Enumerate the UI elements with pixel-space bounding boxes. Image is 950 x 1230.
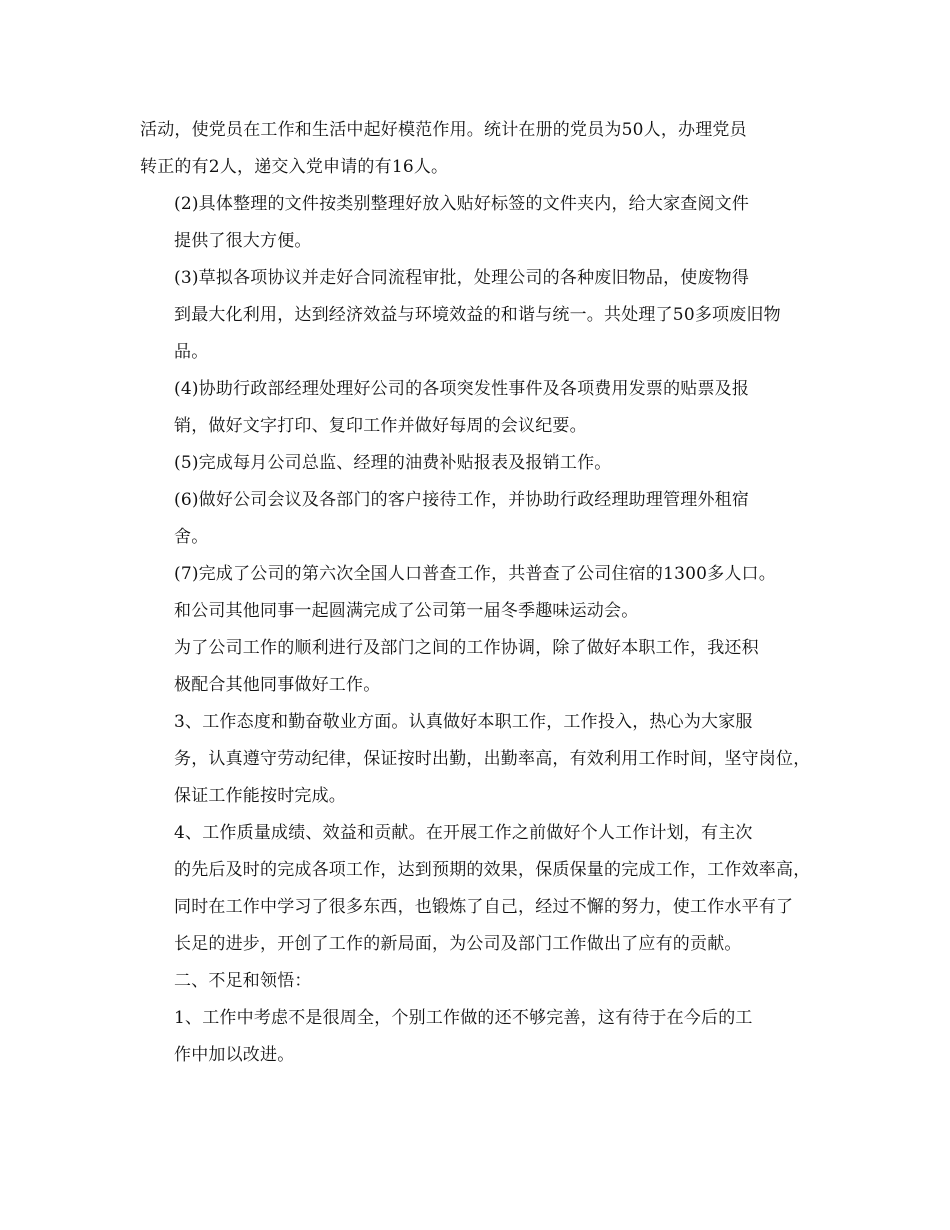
paragraph — [140, 482, 820, 556]
paragraph — [140, 371, 820, 445]
paragraph — [140, 112, 820, 186]
paragraph — [140, 1000, 820, 1074]
paragraph — [140, 186, 820, 260]
paragraph-line: 转正的有2人，递交入党申请的有16人。 — [140, 157, 449, 177]
paragraph-line: 提供了很大方便。 — [174, 231, 312, 251]
paragraph — [140, 445, 820, 482]
paragraph-line: 为了公司工作的顺利进行及部门之间的工作协调，除了做好本职工作，我还积 — [174, 638, 759, 658]
paragraph-line: 和公司其他同事一起圆满完成了公司第一届冬季趣味运动会。 — [174, 601, 639, 621]
paragraph-line: 的先后及时的完成各项工作，达到预期的效果，保质保量的完成工作，工作效率高， — [174, 860, 811, 880]
paragraph-line: (6)做好公司会议及各部门的客户接待工作，并协助行政经理助理管理外租宿 — [174, 490, 750, 510]
paragraph-line: 舍。 — [174, 527, 209, 547]
paragraph-line: 务，认真遵守劳动纪律，保证按时出勤，出勤率高，有效利用工作时间，坚守岗位， — [174, 749, 811, 769]
paragraph-line: 品。 — [174, 342, 209, 362]
paragraph-line: 二、不足和领悟： — [174, 971, 312, 991]
paragraph-line: (4)协助行政部经理处理好公司的各项突发性事件及各项费用发票的贴票及报 — [174, 379, 750, 399]
paragraph-line: 4、工作质量成绩、效益和贡献。在开展工作之前做好个人工作计划，有主次 — [174, 823, 753, 843]
paragraph-line: (3)草拟各项协议并走好合同流程审批，处理公司的各种废旧物品，使废物得 — [174, 268, 750, 288]
paragraph — [140, 815, 820, 963]
paragraph-line: 销，做好文字打印、复印工作并做好每周的会议纪要。 — [174, 416, 587, 436]
paragraph-line: 作中加以改进。 — [174, 1045, 295, 1065]
paragraph — [140, 963, 820, 1000]
paragraph-line: (5)完成每月公司总监、经理的油费补贴报表及报销工作。 — [174, 453, 612, 473]
paragraph-line: 极配合其他同事做好工作。 — [174, 675, 381, 695]
paragraph-line: 到最大化利用，达到经济效益与环境效益的和谐与统一。共处理了50多项废旧物 — [174, 305, 781, 325]
paragraph — [140, 260, 820, 371]
paragraph — [140, 556, 820, 630]
document-body — [140, 112, 820, 1074]
paragraph-line: (2)具体整理的文件按类别整理好放入贴好标签的文件夹内，给大家查阅文件 — [174, 194, 750, 214]
paragraph-line: 保证工作能按时完成。 — [174, 786, 346, 806]
paragraph — [140, 630, 820, 704]
paragraph-line: (7)完成了公司的第六次全国人口普查工作，共普查了公司住宿的1300多人口。 — [174, 564, 776, 584]
paragraph-line: 1、工作中考虑不是很周全，个别工作做的还不够完善，这有待于在今后的工 — [174, 1008, 753, 1028]
paragraph-line: 同时在工作中学习了很多东西，也锻炼了自己，经过不懈的努力，使工作水平有了 — [174, 897, 794, 917]
paragraph-line: 活动，使党员在工作和生活中起好模范作用。统计在册的党员为50人，办理党员 — [140, 120, 747, 140]
paragraph-line: 3、工作态度和勤奋敬业方面。认真做好本职工作，工作投入，热心为大家服 — [174, 712, 753, 732]
paragraph-line: 长足的进步，开创了工作的新局面，为公司及部门工作做出了应有的贡献。 — [174, 934, 742, 954]
paragraph — [140, 704, 820, 815]
